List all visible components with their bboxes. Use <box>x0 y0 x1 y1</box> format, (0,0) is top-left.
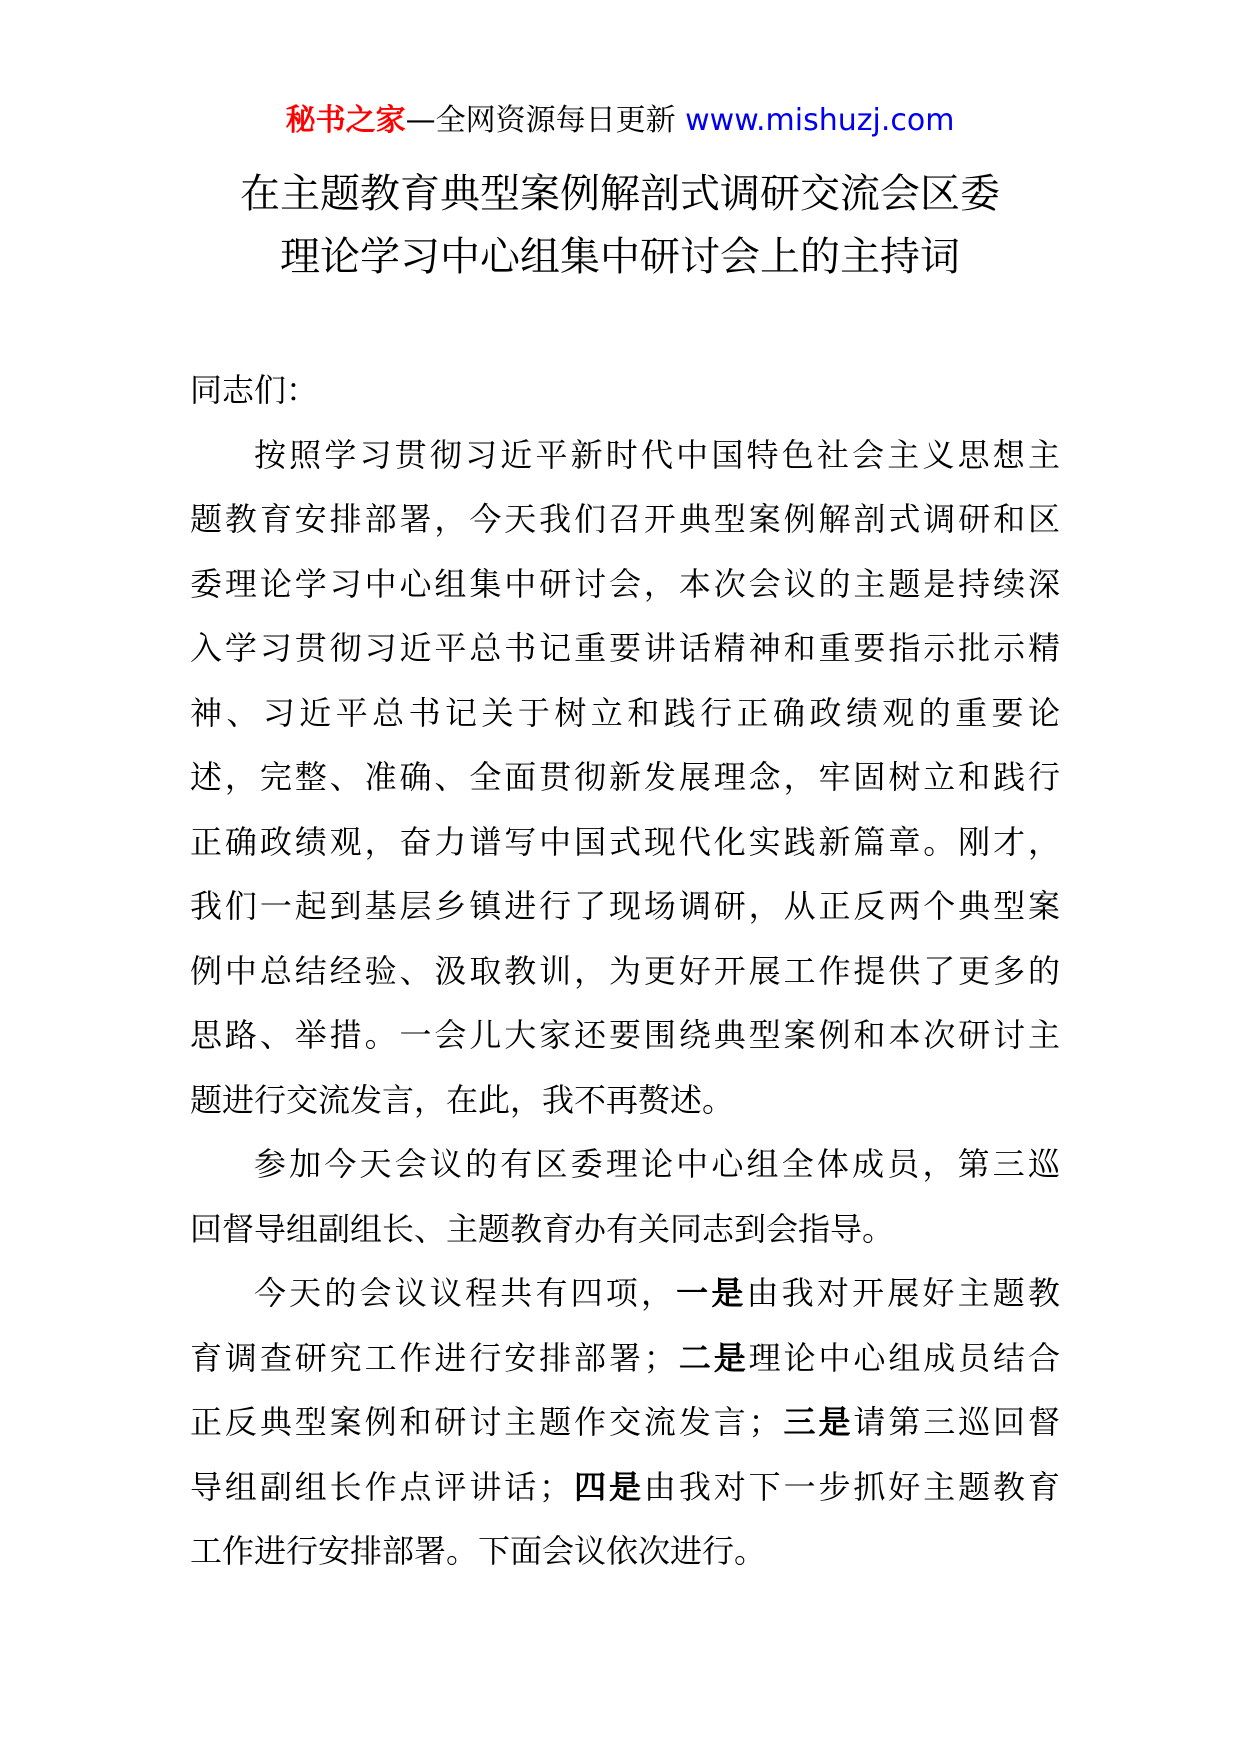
paragraph-line: 按照学习贯彻习近平新时代中国特色社会主义思想主 <box>254 435 1060 474</box>
header-tagline: —全网资源每日更新 <box>405 103 686 138</box>
brand-name: 秘书之家 <box>285 103 406 138</box>
paragraph-line: 述，完整、准确、全面贯彻新发展理念，牢固树立和践行 <box>190 758 1060 796</box>
paragraph-line: 正确政绩观，奋力谱写中国式现代化实践新篇章。刚才， <box>190 822 1060 861</box>
agenda-item-marker: 三是 <box>780 1403 854 1441</box>
paragraph-line: 参加今天会议的有区委理论中心组全体成员，第三巡 <box>254 1145 1060 1183</box>
site-url[interactable]: www.mishuzj.com <box>685 103 955 138</box>
agenda-text: 导组副组长作点评讲话； <box>190 1467 572 1506</box>
site-header <box>0 101 1240 141</box>
paragraph-line: 例中总结经验、汲取教训，为更好开展工作提供了更多的 <box>190 951 1060 990</box>
agenda-text: 正反典型案例和研讨主题作交流发言； <box>190 1403 781 1441</box>
agenda-text: 理论中心组成员结合 <box>748 1338 1060 1377</box>
paragraph-line: 回督导组副组长、主题教育办有关同志到会指导。 <box>190 1209 895 1248</box>
paragraph-line: 我们一起到基层乡镇进行了现场调研，从正反两个典型案 <box>190 887 1060 925</box>
paragraph-line: 神、习近平总书记关于树立和践行正确政绩观的重要论 <box>190 693 1060 732</box>
paragraph-line: 题教育安排部署，今天我们召开典型案例解剖式调研和区 <box>190 500 1060 538</box>
paragraph-line <box>190 1326 1060 1391</box>
document-body <box>190 358 1060 1584</box>
agenda-text: 育调查研究工作进行安排部署； <box>190 1338 676 1377</box>
title-line-1: 在主题教育典型案例解剖式调研交流会区委 <box>240 171 1000 217</box>
agenda-text: 由我对下一步抓好主题教育 <box>643 1467 1060 1506</box>
document-title <box>0 163 1240 289</box>
agenda-text: 今天的会议议程共有四项， <box>254 1274 677 1312</box>
paragraph-line <box>190 1455 1060 1520</box>
agenda-item-marker: 一是 <box>676 1274 747 1312</box>
paragraph-line: 思路、举措。一会儿大家还要围绕典型案例和本次研讨主 <box>190 1016 1060 1054</box>
paragraph-line: 工作进行安排部署。下面会议依次进行。 <box>190 1532 767 1570</box>
agenda-text: 由我对开展好主题教 <box>746 1274 1060 1312</box>
paragraph-line: 入学习贯彻习近平总书记重要讲话精神和重要指示批示精 <box>190 629 1060 667</box>
agenda-item-marker: 四是 <box>571 1467 644 1506</box>
paragraph-line: 委理论学习中心组集中研讨会，本次会议的主题是持续深 <box>190 564 1060 603</box>
paragraph-line <box>190 1390 1060 1455</box>
paragraph-line <box>190 1261 1060 1326</box>
title-line-2: 理论学习中心组集中研讨会上的主持词 <box>280 234 960 280</box>
agenda-item-marker: 二是 <box>675 1338 749 1377</box>
paragraph-agenda <box>190 1261 1060 1584</box>
paragraph-attendees <box>190 1132 1060 1261</box>
salutation: 同志们： <box>190 371 319 409</box>
paragraph-opening <box>190 423 1060 1133</box>
agenda-text: 请第三巡回督 <box>853 1403 1060 1441</box>
paragraph-line: 题进行交流发言，在此，我不再赘述。 <box>190 1080 735 1119</box>
